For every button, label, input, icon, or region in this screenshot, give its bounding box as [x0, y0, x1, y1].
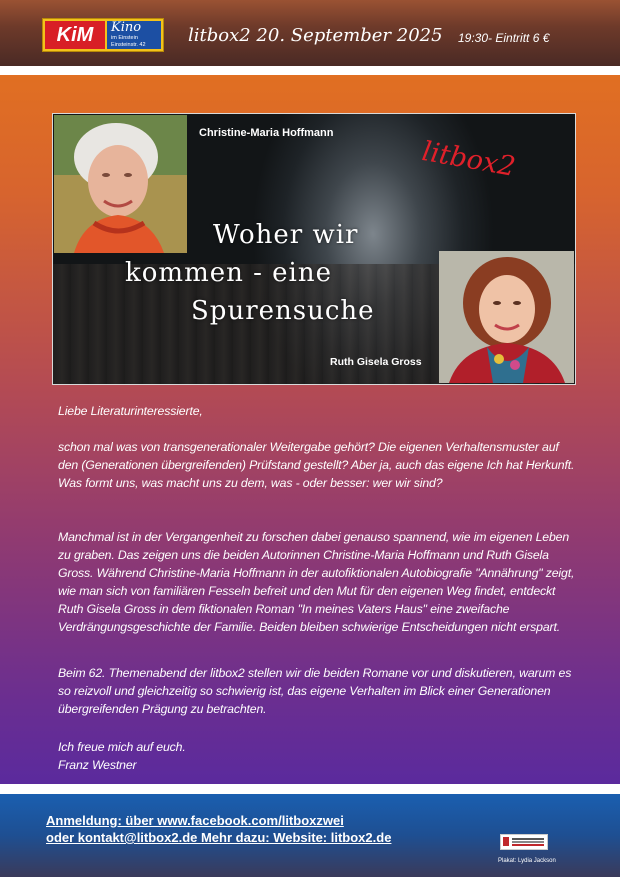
banner-brand-litbox2: litbox2 — [419, 136, 518, 183]
banner-author-hoffmann: Christine-Maria Hoffmann — [199, 127, 334, 139]
letter-paragraph-3 — [58, 664, 578, 718]
letter-greeting — [58, 402, 578, 420]
letter-paragraph-2 — [58, 528, 578, 636]
paragraph-3-text: Beim 62. Themenabend der litbox2 stellen wir die beiden Romane vor und diskutieren, warum es so reizvoll und gleichzeitig so schwierig ist, das eigene Verhalten im Blick einer Generationen übergreifenden Prägung zu betrachten. — [58, 666, 572, 716]
logo-address-line2: Einsteinstr. 42 — [111, 41, 146, 48]
sponsor-logo-lettering — [512, 838, 544, 840]
registration-link-facebook[interactable]: Anmeldung: über www.facebook.com/litboxzwei — [46, 813, 344, 828]
portrait-gross-image — [439, 251, 574, 383]
kim-kino-logo — [42, 18, 164, 52]
paragraph-1-text: schon mal was von transgenerationaler Weitergabe gehört? Die eigenen Verhaltensmuster auf den (Generationen übergreifenden) Prüfstand gestellt? Aber ja, auch das eigene Ich hat Herkunft. Was formt uns, was macht uns zu dem, was - oder besser: wer wir sind? — [58, 440, 575, 490]
closing-text: Ich freue mich auf euch. — [58, 740, 186, 754]
event-title-date: litbox2 20. September 2025 — [188, 25, 443, 46]
portrait-hoffmann-image — [54, 115, 187, 253]
sponsor-logo — [500, 834, 548, 850]
header-divider — [0, 66, 620, 75]
logo-kim-text: KiM — [45, 21, 105, 49]
logo-kino-text: Kino — [111, 20, 142, 35]
event-time-entry: 19:30- Eintritt 6 € — [458, 31, 550, 45]
paragraph-2-text: Manchmal ist in der Vergangenheit zu forschen dabei genauso spannend, wie im eigenen Leben zu graben. Das zeigen uns die beiden Autorinnen Christine-Maria Hoffmann und Ruth Gisela Gross. Während Christine-Maria Hoffmann in der autofiktionalen Autobiografie "Annährung" zeigt, wie man sich von familiären Fesseln befreit und den Mut für den eigenen Weg findet, entdeckt Ruth Gisela Gross in dem fiktionalen Roman "In meines Vaters Haus" eine zweifache Verdrängungsgeschichte der Familie. Beiden bleiben schwierige Entscheidungen nicht erspart. — [58, 530, 575, 634]
author-photo-hoffmann — [54, 115, 187, 253]
poster-credit: Plakat: Lydia Jackson — [498, 858, 556, 864]
banner-title-line-2: kommen - eine — [125, 258, 332, 288]
letter-closing — [58, 738, 578, 774]
footer-divider — [0, 784, 620, 794]
letter-paragraph-1 — [58, 438, 578, 492]
banner-title-line-3: Spurensuche — [191, 296, 375, 326]
header-bar — [0, 0, 620, 66]
logo-address — [111, 35, 146, 48]
logo-kino-block — [107, 21, 161, 49]
banner-title-line-1: Woher wir — [213, 220, 359, 250]
signature-text: Franz Westner — [58, 758, 137, 772]
registration-link-contact[interactable]: oder kontakt@litbox2.de Mehr dazu: Website: litbox2.de — [46, 830, 392, 845]
logo-address-line1: im Einstein — [111, 35, 138, 41]
sponsor-logo-mark — [503, 837, 509, 846]
greeting-text: Liebe Literaturinteressierte, — [58, 404, 203, 418]
event-banner — [52, 113, 576, 385]
author-photo-gross — [439, 251, 574, 383]
banner-author-gross: Ruth Gisela Gross — [330, 356, 422, 368]
